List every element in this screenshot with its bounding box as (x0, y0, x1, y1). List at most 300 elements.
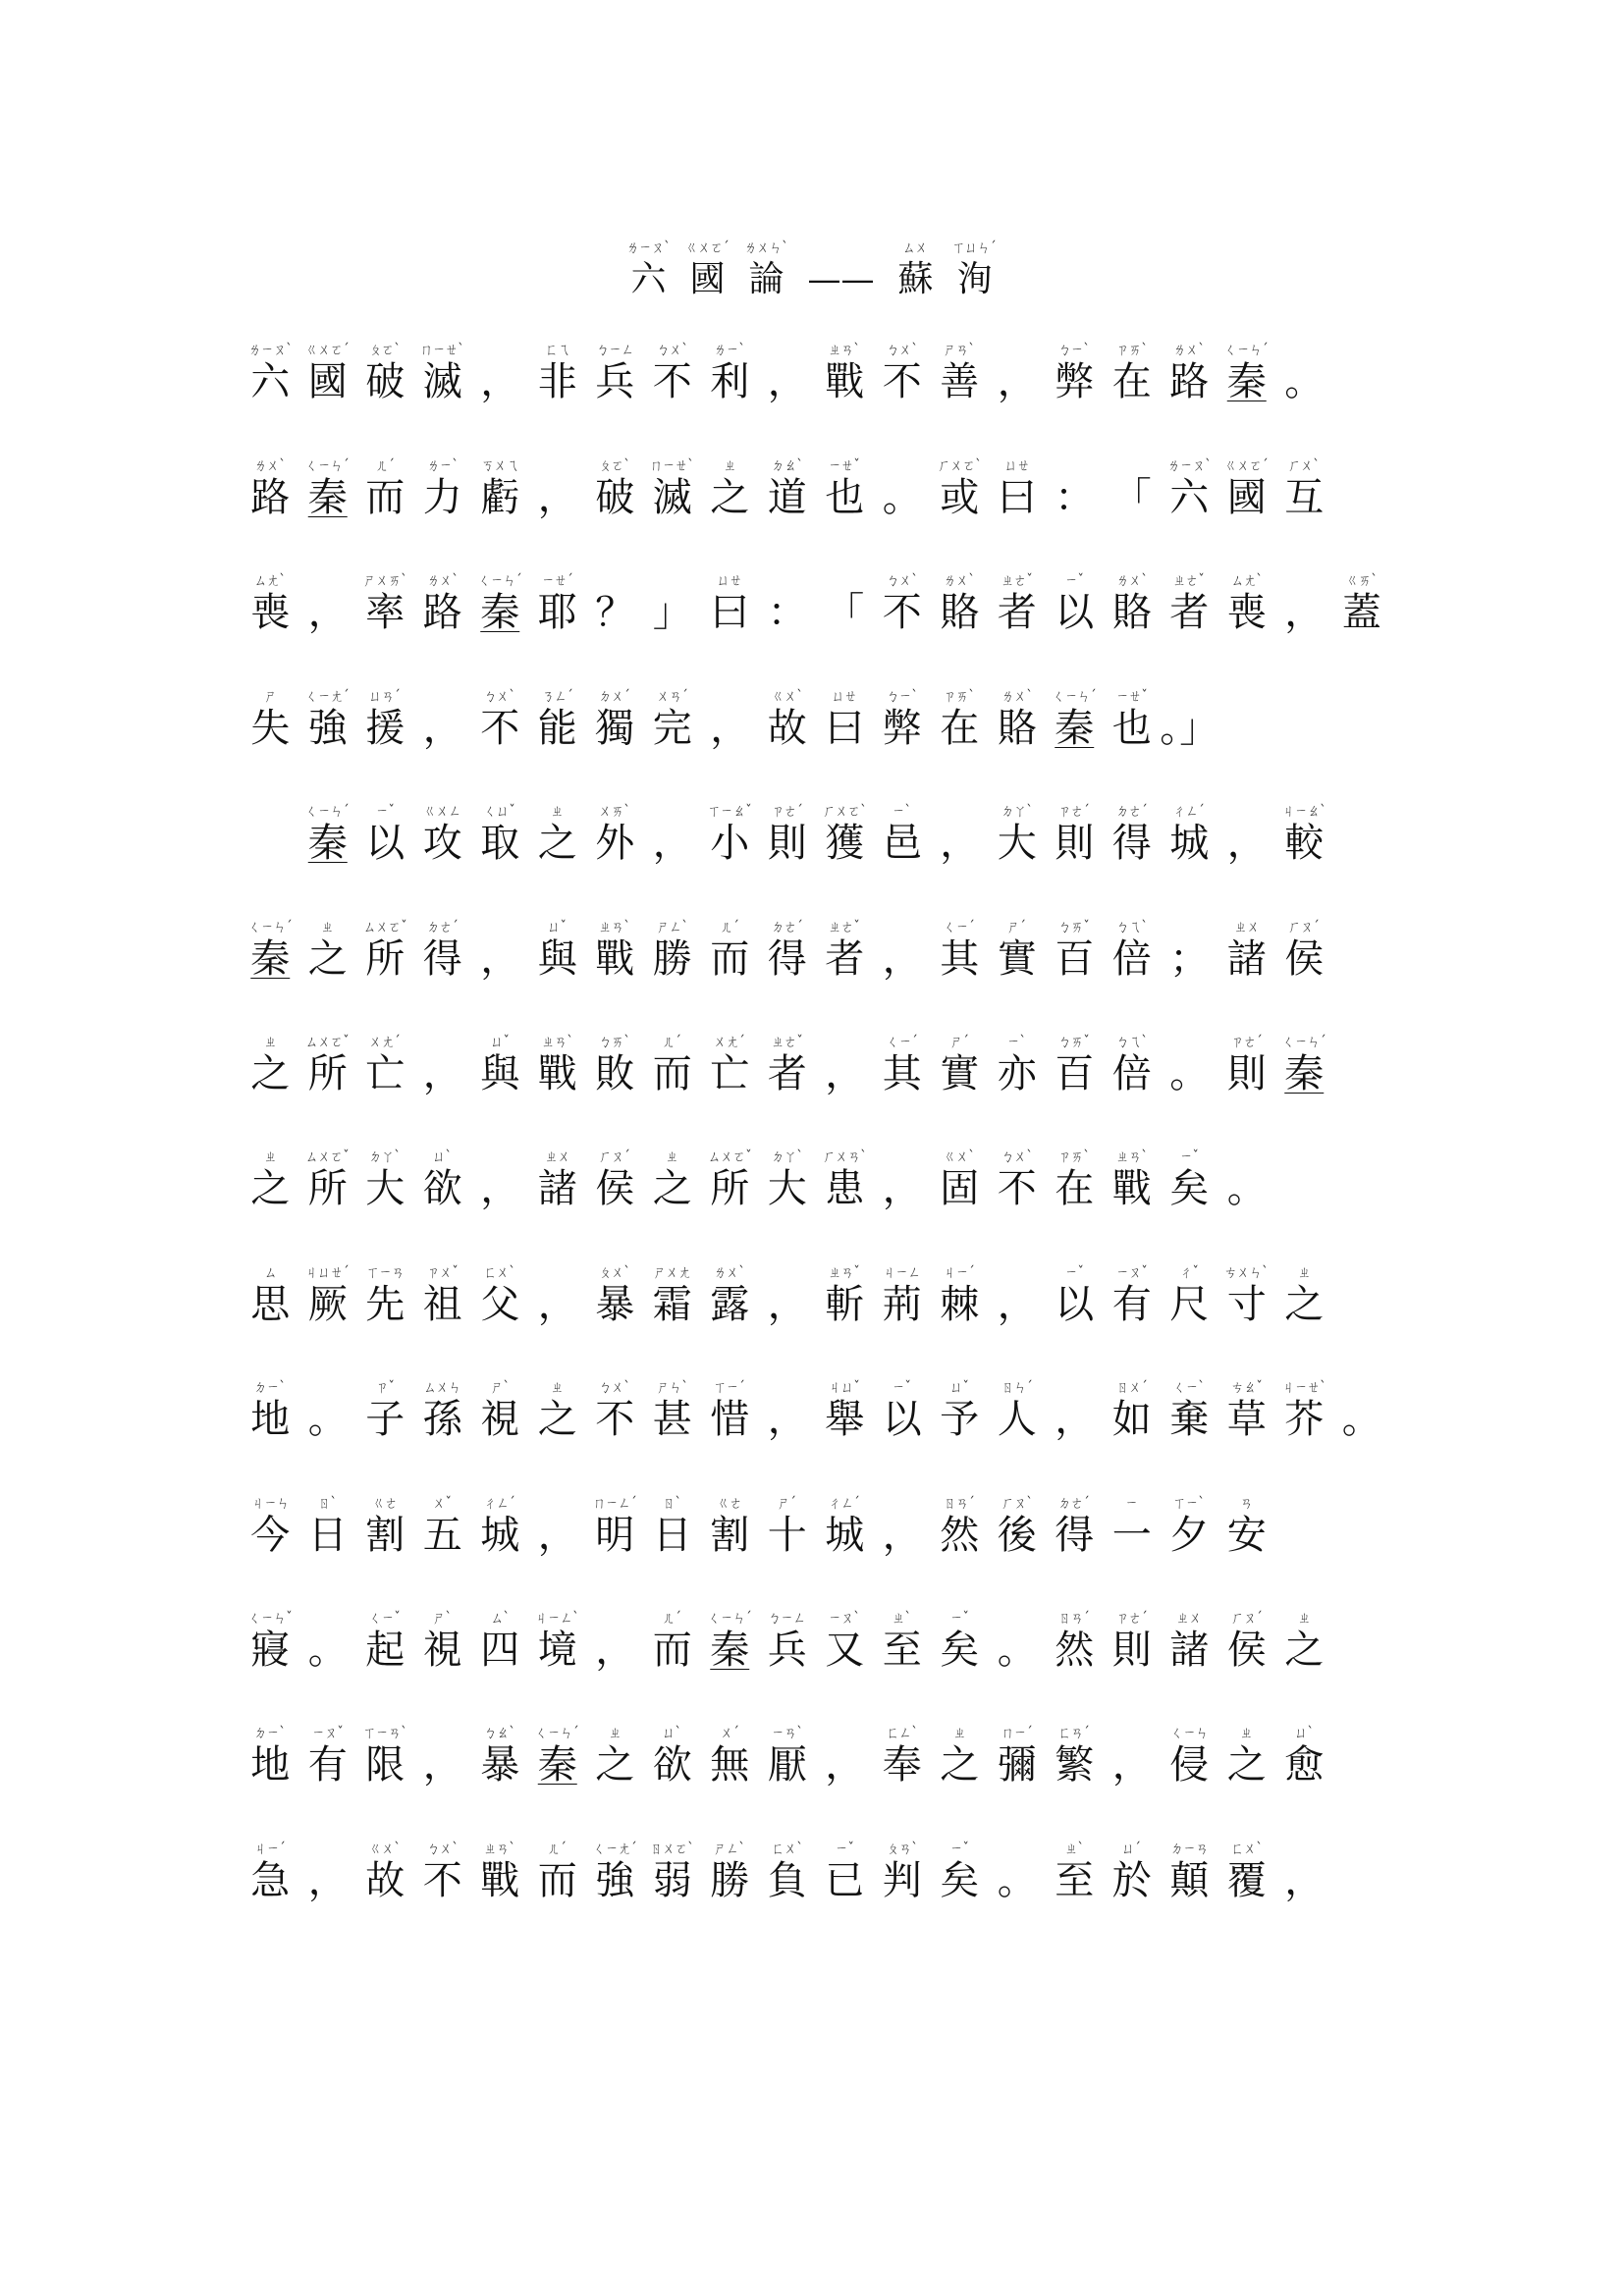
zhuyin-annotation: ㄆㄢˋ (886, 1840, 918, 1857)
hanzi-character: ， (1111, 1742, 1152, 1788)
character-cell (1104, 564, 1162, 635)
zhuyin-annotation: ㄏㄨㄛˋ (937, 456, 982, 474)
character-cell (759, 1487, 817, 1558)
hanzi-character: 之 (940, 1742, 980, 1788)
zhuyin-annotation: ㄌㄧㄡˋ (626, 239, 671, 256)
character-cell (414, 1487, 472, 1558)
hanzi-character: 於 (1111, 1858, 1152, 1903)
hanzi-character: 固 (940, 1166, 980, 1211)
character-cell (759, 1717, 817, 1788)
hanzi-character: 賂 (997, 706, 1037, 751)
character-cell (701, 1026, 759, 1096)
character-cell (1275, 1717, 1333, 1788)
hanzi-character: 無 (710, 1742, 750, 1788)
character-cell (931, 911, 989, 982)
hanzi-character: 亦 (997, 1051, 1037, 1096)
hanzi-character: 矣 (940, 1628, 980, 1673)
zhuyin-annotation: ㄓㄜˇ (771, 1033, 803, 1050)
zhuyin-annotation: ㄉㄧˋ (254, 1378, 287, 1396)
zhuyin-annotation: ㄓㄜˇ (829, 918, 861, 935)
character-cell (701, 334, 759, 404)
hanzi-character: 割 (710, 1513, 750, 1558)
hanzi-character: 所 (307, 1051, 348, 1096)
hanzi-character: 弊 (1055, 359, 1095, 404)
hanzi-character: 滅 (422, 359, 462, 404)
character-cell (414, 1833, 472, 1903)
zhuyin-annotation: ㄍㄨㄥ (423, 802, 461, 820)
zhuyin-annotation: ㄈㄢˊ (1058, 1724, 1091, 1741)
character-cell (529, 1371, 587, 1442)
hanzi-character: 一 (1111, 1513, 1152, 1558)
punctuation-cell (701, 680, 759, 751)
character-cell (701, 1256, 759, 1327)
zhuyin-annotation: ㄔㄥˊ (1173, 802, 1206, 820)
hanzi-character: 之 (307, 936, 348, 982)
hanzi-character: 與 (537, 936, 577, 982)
zhuyin-annotation: ㄓ (723, 456, 736, 474)
hanzi-character: 。 (1284, 359, 1325, 404)
hanzi-character: 孫 (422, 1397, 462, 1442)
character-cell (529, 1026, 587, 1096)
zhuyin-annotation: ㄅㄧㄥ (768, 1609, 806, 1627)
zhuyin-annotation: ㄗㄞˋ (1115, 341, 1148, 358)
hanzi-character: 諸 (1169, 1628, 1210, 1673)
character-cell (816, 334, 874, 404)
character-cell (1161, 1256, 1218, 1327)
zhuyin-annotation: ㄗㄞˋ (1058, 1148, 1091, 1165)
character-cell (816, 1833, 874, 1903)
character-cell (701, 1602, 759, 1673)
zhuyin-annotation: ㄌㄧˋ (426, 456, 459, 474)
character-cell (1275, 1026, 1333, 1096)
hanzi-character: ， (480, 1166, 520, 1211)
hanzi-character: 破 (365, 359, 406, 404)
character-cell (529, 334, 587, 404)
zhuyin-annotation: ㄕ (263, 687, 277, 705)
zhuyin-annotation: ㄓ (263, 1148, 277, 1165)
zhuyin-annotation: ㄑㄧㄣˊ (477, 571, 522, 589)
punctuation-cell (1218, 795, 1276, 866)
hanzi-character: 則 (1111, 1628, 1152, 1673)
character-cell (931, 1833, 989, 1903)
character-cell (644, 1256, 702, 1327)
character-cell (620, 232, 678, 302)
zhuyin-annotation: ㄑㄧˇ (369, 1609, 402, 1627)
hanzi-character: 率 (365, 590, 406, 635)
punctuation-cell (1104, 1717, 1162, 1788)
zhuyin-annotation: ㄅㄧㄥ (596, 341, 634, 358)
hanzi-character: 。 (307, 1628, 348, 1673)
hanzi-character: 。 (1226, 1166, 1267, 1211)
hanzi-character: 霜 (652, 1282, 692, 1327)
zhuyin-annotation: ㄨˊ (720, 1724, 739, 1741)
punctuation-cell (796, 232, 887, 302)
character-cell (529, 795, 587, 866)
character-cell (356, 911, 414, 982)
zhuyin-annotation: ㄍㄨㄛˊ (1224, 456, 1270, 474)
hanzi-character: 城 (825, 1513, 865, 1558)
text-line (242, 795, 1400, 866)
hanzi-character: 五 (422, 1513, 462, 1558)
punctuation-cell (299, 564, 357, 635)
hanzi-character: ， (537, 1282, 577, 1327)
character-cell (759, 1833, 817, 1903)
hanzi-character: 國 (689, 259, 726, 299)
hanzi-character: 亡 (365, 1051, 406, 1096)
zhuyin-annotation: ㄉㄜˊ (771, 918, 803, 935)
character-cell (874, 1256, 932, 1327)
hanzi-character: ； (1169, 936, 1210, 982)
hanzi-character: 者 (1169, 590, 1210, 635)
character-cell (1104, 334, 1162, 404)
hanzi-character: 以 (882, 1397, 922, 1442)
hanzi-character: 厥 (307, 1282, 348, 1327)
hanzi-character: ， (480, 359, 520, 404)
character-cell (737, 232, 796, 302)
hanzi-character: 割 (365, 1513, 406, 1558)
character-cell (242, 450, 299, 520)
zhuyin-annotation: ㄩˋ (433, 1148, 453, 1165)
punctuation-cell (644, 795, 702, 866)
character-cell (1046, 1717, 1104, 1788)
punctuation-cell (242, 795, 299, 866)
character-cell (471, 795, 529, 866)
hanzi-character: 所 (307, 1166, 348, 1211)
hanzi-character: 露 (710, 1282, 750, 1327)
hanzi-character: 日 (307, 1513, 348, 1558)
zhuyin-annotation: ㄓㄨ (1233, 918, 1260, 935)
hanzi-character: 子 (365, 1397, 406, 1442)
hanzi-character: 。」 (1160, 706, 1219, 751)
zhuyin-annotation: ㄧˇ (893, 1378, 912, 1396)
character-cell (759, 911, 817, 982)
character-cell (586, 450, 644, 520)
zhuyin-annotation: ㄕㄣˋ (656, 1378, 688, 1396)
text-line (242, 911, 1400, 982)
zhuyin-annotation: ㄨㄞˋ (599, 802, 631, 820)
hanzi-character: 諸 (1226, 936, 1267, 982)
character-cell (356, 334, 414, 404)
hanzi-character: 實 (997, 936, 1037, 982)
hanzi-character: 兵 (767, 1628, 807, 1673)
hanzi-character: 道 (767, 475, 807, 520)
character-cell (299, 680, 357, 751)
zhuyin-annotation: ㄗㄨˇ (426, 1263, 459, 1281)
character-cell (1046, 911, 1104, 982)
hanzi-character: ， (537, 1513, 577, 1558)
hanzi-character: 之 (250, 1051, 291, 1096)
zhuyin-annotation: ㄖˋ (663, 1494, 682, 1512)
punctuation-cell (471, 1141, 529, 1211)
hanzi-character: 起 (365, 1628, 406, 1673)
hanzi-character: 強 (307, 706, 348, 751)
punctuation-cell (1161, 680, 1218, 751)
character-cell (471, 1256, 529, 1327)
character-cell (1046, 1141, 1104, 1211)
zhuyin-annotation: ㄨㄢˊ (656, 687, 688, 705)
hanzi-character: 其 (882, 1051, 922, 1096)
zhuyin-annotation: ㄉㄜˊ (426, 918, 459, 935)
hanzi-character: 戰 (480, 1858, 520, 1903)
character-cell (356, 680, 414, 751)
hanzi-character: 六 (630, 259, 667, 299)
zhuyin-annotation: ㄧˇ (949, 1609, 969, 1627)
hanzi-character: 勝 (710, 1858, 750, 1903)
character-cell (816, 1602, 874, 1673)
zhuyin-annotation: ㄕㄨㄤ (653, 1263, 691, 1281)
hanzi-character: 破 (595, 475, 635, 520)
zhuyin-annotation: ㄩˇ (490, 1033, 510, 1050)
punctuation-cell (874, 1487, 932, 1558)
character-cell (471, 1833, 529, 1903)
character-cell (529, 1717, 587, 1788)
zhuyin-annotation: ㄅㄠˋ (484, 1724, 516, 1741)
character-cell (989, 795, 1047, 866)
hanzi-character: 或 (940, 475, 980, 520)
character-cell (356, 1026, 414, 1096)
zhuyin-annotation: ㄏㄨㄛˋ (822, 802, 867, 820)
hanzi-character: 地 (250, 1742, 291, 1788)
character-cell (874, 1371, 932, 1442)
zhuyin-annotation: ㄐㄧㄣ (251, 1494, 290, 1512)
hanzi-character: 弊 (882, 706, 922, 751)
hanzi-character: 予 (940, 1397, 980, 1442)
character-cell (874, 1026, 932, 1096)
zhuyin-annotation: ㄩˋ (663, 1724, 682, 1741)
hanzi-character: 不 (997, 1166, 1037, 1211)
hanzi-character: 。 (997, 1858, 1037, 1903)
hanzi-character: 厭 (767, 1742, 807, 1788)
punctuation-cell (644, 564, 702, 635)
hanzi-character: 秦 (480, 590, 520, 635)
character-cell (989, 680, 1047, 751)
hanzi-character: 所 (710, 1166, 750, 1211)
zhuyin-annotation: ㄖㄨˊ (1115, 1378, 1148, 1396)
character-cell (1333, 564, 1391, 635)
zhuyin-annotation: ㄖㄨㄛˋ (650, 1840, 695, 1857)
hanzi-character: ， (422, 1051, 462, 1096)
hanzi-character: ， (825, 1742, 865, 1788)
character-cell (1275, 1256, 1333, 1327)
character-cell (678, 232, 737, 302)
punctuation-cell (299, 1371, 357, 1442)
hanzi-character: 而 (365, 475, 406, 520)
hanzi-character: ， (882, 936, 922, 982)
hanzi-character: 六 (1169, 475, 1210, 520)
punctuation-cell (529, 1256, 587, 1327)
punctuation-cell (874, 1141, 932, 1211)
character-cell (242, 1026, 299, 1096)
zhuyin-annotation: ㄕˊ (1007, 918, 1027, 935)
zhuyin-annotation: ㄩˇ (548, 918, 568, 935)
zhuyin-annotation: ㄑㄧㄣˊ (535, 1724, 580, 1741)
zhuyin-annotation: ㄅㄨˋ (656, 341, 688, 358)
hanzi-character: 然 (1055, 1628, 1095, 1673)
character-cell (1104, 1487, 1162, 1558)
hanzi-character: 在 (1055, 1166, 1095, 1211)
character-cell (242, 1371, 299, 1442)
hanzi-character: 斬 (825, 1282, 865, 1327)
character-cell (989, 1026, 1047, 1096)
character-cell (414, 911, 472, 982)
zhuyin-annotation: ㄅㄨˋ (426, 1840, 459, 1857)
zhuyin-annotation: ㄧˋ (893, 802, 912, 820)
zhuyin-annotation: ㄒㄧˊ (714, 1378, 746, 1396)
character-cell (1161, 1487, 1218, 1558)
zhuyin-annotation: ㄐㄧㄝˋ (1281, 1378, 1326, 1396)
zhuyin-annotation: ㄔㄥˊ (829, 1494, 861, 1512)
zhuyin-annotation: ㄔˇ (1179, 1263, 1199, 1281)
hanzi-character: ， (1284, 1858, 1325, 1903)
character-cell (874, 564, 932, 635)
character-cell (242, 1717, 299, 1788)
hanzi-character: 完 (652, 706, 692, 751)
zhuyin-annotation: ㄩㄝ (1003, 456, 1030, 474)
punctuation-cell (414, 1026, 472, 1096)
zhuyin-annotation: ㄓ (1297, 1609, 1311, 1627)
hanzi-character: 邑 (882, 821, 922, 866)
hanzi-character: 路 (250, 475, 291, 520)
essay-title (0, 232, 1623, 302)
character-cell (471, 1026, 529, 1096)
zhuyin-annotation: ㄕㄥˋ (714, 1840, 746, 1857)
hanzi-character: 之 (1284, 1628, 1325, 1673)
hanzi-character: 已 (825, 1858, 865, 1903)
hanzi-character: ， (825, 1051, 865, 1096)
hanzi-character: 棄 (1169, 1397, 1210, 1442)
hanzi-character: 亡 (710, 1051, 750, 1096)
hanzi-character: 「 (1111, 475, 1152, 520)
hanzi-character: 攻 (422, 821, 462, 866)
zhuyin-annotation: ㄧˇ (375, 802, 395, 820)
text-line (242, 1026, 1400, 1096)
zhuyin-annotation: ㄕˊ (778, 1494, 797, 1512)
hanzi-character: 戰 (595, 936, 635, 982)
character-cell (1161, 564, 1218, 635)
hanzi-character: ， (480, 936, 520, 982)
zhuyin-annotation: ㄉㄧㄢ (1170, 1840, 1209, 1857)
character-cell (299, 334, 357, 404)
character-cell (946, 232, 1004, 302)
character-cell (586, 334, 644, 404)
hanzi-character: 急 (250, 1858, 291, 1903)
hanzi-character: 得 (1111, 821, 1152, 866)
character-cell (1161, 1371, 1218, 1442)
zhuyin-annotation: ㄎㄨㄟ (481, 456, 519, 474)
punctuation-cell (1333, 1371, 1391, 1442)
hanzi-character: ， (1226, 821, 1267, 866)
character-cell (1218, 1026, 1276, 1096)
hanzi-character: 不 (480, 706, 520, 751)
hanzi-character: 國 (307, 359, 348, 404)
character-cell (586, 911, 644, 982)
hanzi-character: 。 (882, 475, 922, 520)
hanzi-character: 蓋 (1341, 590, 1381, 635)
zhuyin-annotation: ㄗˇ (375, 1378, 395, 1396)
text-line (242, 1602, 1400, 1673)
hanzi-character: 滅 (652, 475, 692, 520)
character-cell (1104, 1371, 1162, 1442)
hanzi-character: 侯 (595, 1166, 635, 1211)
hanzi-character: 戰 (825, 359, 865, 404)
character-cell (529, 680, 587, 751)
zhuyin-annotation: ㄒㄧㄢˋ (362, 1724, 407, 1741)
punctuation-cell (989, 1256, 1047, 1327)
hanzi-character: 喪 (250, 590, 291, 635)
zhuyin-annotation: ㄆㄨˋ (599, 1263, 631, 1281)
hanzi-character: 限 (365, 1742, 406, 1788)
zhuyin-annotation: ㄌㄧˋ (714, 341, 746, 358)
hanzi-character: 不 (882, 590, 922, 635)
hanzi-character: ， (595, 1628, 635, 1673)
zhuyin-annotation: ㄌㄨˋ (1001, 687, 1033, 705)
hanzi-character: 以 (1055, 1282, 1095, 1327)
zhuyin-annotation: ㄑㄧㄣ (1170, 1724, 1209, 1741)
zhuyin-annotation: ㄙㄤˋ (1230, 571, 1263, 589)
hanzi-character: 顛 (1169, 1858, 1210, 1903)
character-cell (1046, 1026, 1104, 1096)
character-cell (816, 1256, 874, 1327)
character-cell (242, 1833, 299, 1903)
hanzi-character: 曰 (710, 590, 750, 635)
character-cell (586, 795, 644, 866)
character-cell (586, 1371, 644, 1442)
character-cell (931, 1602, 989, 1673)
zhuyin-annotation: ㄑㄧˊ (944, 918, 976, 935)
hanzi-character: ， (422, 1742, 462, 1788)
hanzi-character: 十 (767, 1513, 807, 1558)
character-cell (644, 450, 702, 520)
character-cell (1218, 1833, 1276, 1903)
zhuyin-annotation: ㄕˋ (490, 1378, 510, 1396)
hanzi-character: 秦 (1055, 706, 1095, 751)
hanzi-character: 力 (422, 475, 462, 520)
character-cell (701, 1487, 759, 1558)
text-line (242, 1256, 1400, 1327)
character-cell (989, 450, 1047, 520)
hanzi-character: ， (940, 821, 980, 866)
character-cell (816, 795, 874, 866)
hanzi-character: 暴 (480, 1742, 520, 1788)
zhuyin-annotation: ㄌㄧㄡˋ (247, 341, 293, 358)
hanzi-character: 獨 (595, 706, 635, 751)
character-cell (701, 1371, 759, 1442)
zhuyin-annotation: ㄅㄨˋ (886, 571, 918, 589)
hanzi-character: ， (882, 1166, 922, 1211)
hanzi-character: 境 (537, 1628, 577, 1673)
hanzi-character: 地 (250, 1397, 291, 1442)
character-cell (644, 680, 702, 751)
hanzi-character: 者 (997, 590, 1037, 635)
character-cell (242, 911, 299, 982)
zhuyin-annotation: ㄒㄧㄠˇ (707, 802, 752, 820)
hanzi-character: 賂 (1111, 590, 1152, 635)
hanzi-character: 六 (250, 359, 291, 404)
zhuyin-annotation: ㄩㄝ (832, 687, 857, 705)
hanzi-character: 之 (1226, 1742, 1267, 1788)
zhuyin-annotation: ㄙㄨㄛˇ (362, 918, 407, 935)
punctuation-cell (1046, 1371, 1104, 1442)
hanzi-character: 之 (710, 475, 750, 520)
text-line (242, 450, 1400, 520)
hanzi-character: 洵 (956, 259, 993, 299)
hanzi-character: 以 (1055, 590, 1095, 635)
hanzi-character: 在 (940, 706, 980, 751)
zhuyin-annotation: ㄓ (321, 918, 335, 935)
punctuation-cell (1161, 1026, 1218, 1096)
text-line (242, 1833, 1400, 1903)
zhuyin-annotation: ㄅㄧˋ (1058, 341, 1091, 358)
